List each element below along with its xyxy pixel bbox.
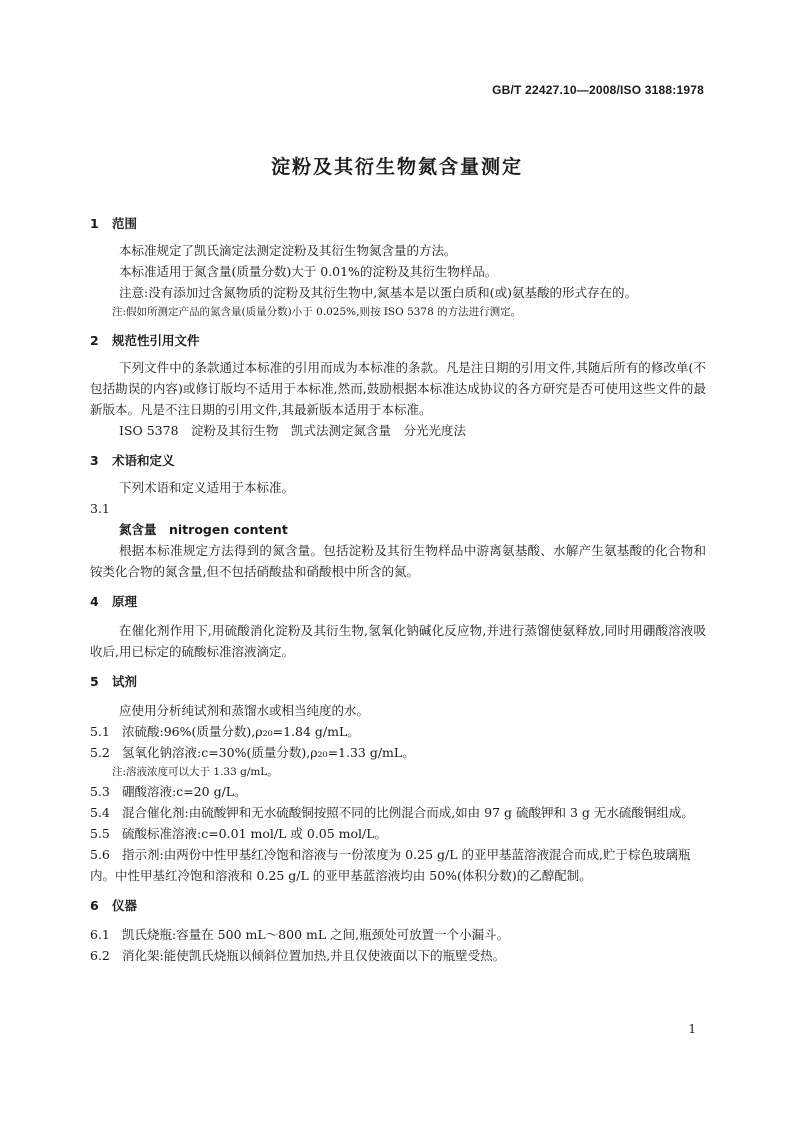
item-text: 指示剂:由两份中性甲基红冷饱和溶液与一份浓度为 0.25 g/L 的亚甲基蓝溶液混合而成,贮于棕色玻璃瓶内。中性甲基红冷饱和溶液和 0.25 g/L 的亚甲基蓝溶液均由 50%(体积分数)的乙醇配制。 [90,847,691,883]
item-number: 5.6 [90,847,110,862]
section-title: 仪器 [112,898,138,913]
subsection-number: 3.1 [90,501,110,516]
section-title: 范围 [112,216,138,231]
section-heading-normative-references [90,331,706,349]
item-number: 5.3 [90,784,110,799]
standard-code: GB/T 22427.10—2008/ISO 3188:1978 [492,83,704,97]
paragraph: 注意:没有添加过含氮物质的淀粉及其衍生物中,氮基本是以蛋白质和(或)氨基酸的形式存在的。 [119,285,637,300]
item-number: 6.2 [90,948,110,963]
reference-item: ISO 5378 淀粉及其衍生物 凯式法测定氮含量 分光光度法 [119,423,467,438]
note: 注:假如所测定产品的氮含量(质量分数)小于 0.025%,则按 ISO 5378 的方法进行测定。 [112,306,522,318]
list-item [90,844,706,886]
section-title: 原理 [112,594,138,609]
paragraph: 下列术语和定义适用于本标准。 [119,480,295,495]
document-title: 淀粉及其衍生物氮含量测定 [270,156,523,178]
section-heading-apparatus [90,896,706,914]
section-number: 5 [90,674,99,689]
paragraph: 下列文件中的条款通过本标准的引用而成为本标准的条款。凡是注日期的引用文件,其随后所有的修改单(不包括勘误的内容)或修订版均不适用于本标准,然而,鼓励根据本标准达成协议的各方研究是否可使用这些文件的最新版本。凡是不注日期的引用文件,其最新版本适用于本标准。 [90,360,706,417]
section-number: 4 [90,594,99,609]
item-text: 凯氏烧瓶:容量在 500 mL～800 mL 之间,瓶颈处可放置一个小漏斗。 [122,927,510,942]
section-number: 3 [90,453,99,468]
list-item [90,802,706,823]
list-item [90,945,706,966]
document-body [90,214,706,966]
item-number: 5.4 [90,805,110,820]
note: 注:溶液浓度可以大于 1.33 g/mL。 [112,766,278,778]
item-number: 5.1 [90,724,110,739]
item-number: 5.2 [90,745,110,760]
section-title: 规范性引用文件 [112,333,200,348]
paragraph: 本标准适用于氮含量(质量分数)大于 0.01%的淀粉及其衍生物样品。 [119,264,498,279]
term-entry: 氮含量 nitrogen content [119,522,288,537]
section-heading-reagents [90,672,706,690]
list-item [90,924,706,945]
list-item [90,781,706,802]
page-number: 1 [688,1022,696,1036]
section-title: 术语和定义 [112,453,175,468]
section-number: 1 [90,216,99,231]
paragraph: 在催化剂作用下,用硫酸消化淀粉及其衍生物,氢氧化钠碱化反应物,并进行蒸馏使氨释放,同时用硼酸溶液吸收后,用已标定的硫酸标准溶液滴定。 [90,623,706,659]
item-number: 5.5 [90,826,110,841]
item-text: 混合催化剂:由硫酸钾和无水硫酸铜按照不同的比例混合而成,如由 97 g 硫酸钾和 3 g 无水硫酸铜组成。 [122,805,694,820]
item-text: 消化架:能使凯氏烧瓶以倾斜位置加热,并且仅使液面以下的瓶壁受热。 [122,948,506,963]
section-number: 2 [90,333,99,348]
section-number: 6 [90,898,99,913]
section-heading-terms [90,451,706,469]
item-text: 氢氧化钠溶液:c=30%(质量分数),ρ₂₀=1.33 g/mL。 [122,745,415,760]
paragraph: 应使用分析纯试剂和蒸馏水或相当纯度的水。 [119,703,370,718]
list-item [90,721,706,742]
item-number: 6.1 [90,927,110,942]
item-text: 浓硫酸:96%(质量分数),ρ₂₀=1.84 g/mL。 [122,724,360,739]
paragraph: 本标准规定了凯氏滴定法测定淀粉及其衍生物氮含量的方法。 [119,243,457,258]
item-text: 硫酸标准溶液:c=0.01 mol/L 或 0.05 mol/L。 [122,826,388,841]
section-title: 试剂 [112,674,138,689]
list-item [90,742,706,763]
item-text: 硼酸溶液:c=20 g/L。 [122,784,247,799]
section-heading-scope [90,214,706,232]
section-heading-principle [90,592,706,610]
list-item [90,823,706,844]
term-definition: 根据本标准规定方法得到的氮含量。包括淀粉及其衍生物样品中游离氨基酸、水解产生氨基酸的化合物和铵类化合物的氮含量,但不包括硝酸盐和硝酸根中所含的氮。 [90,543,706,579]
